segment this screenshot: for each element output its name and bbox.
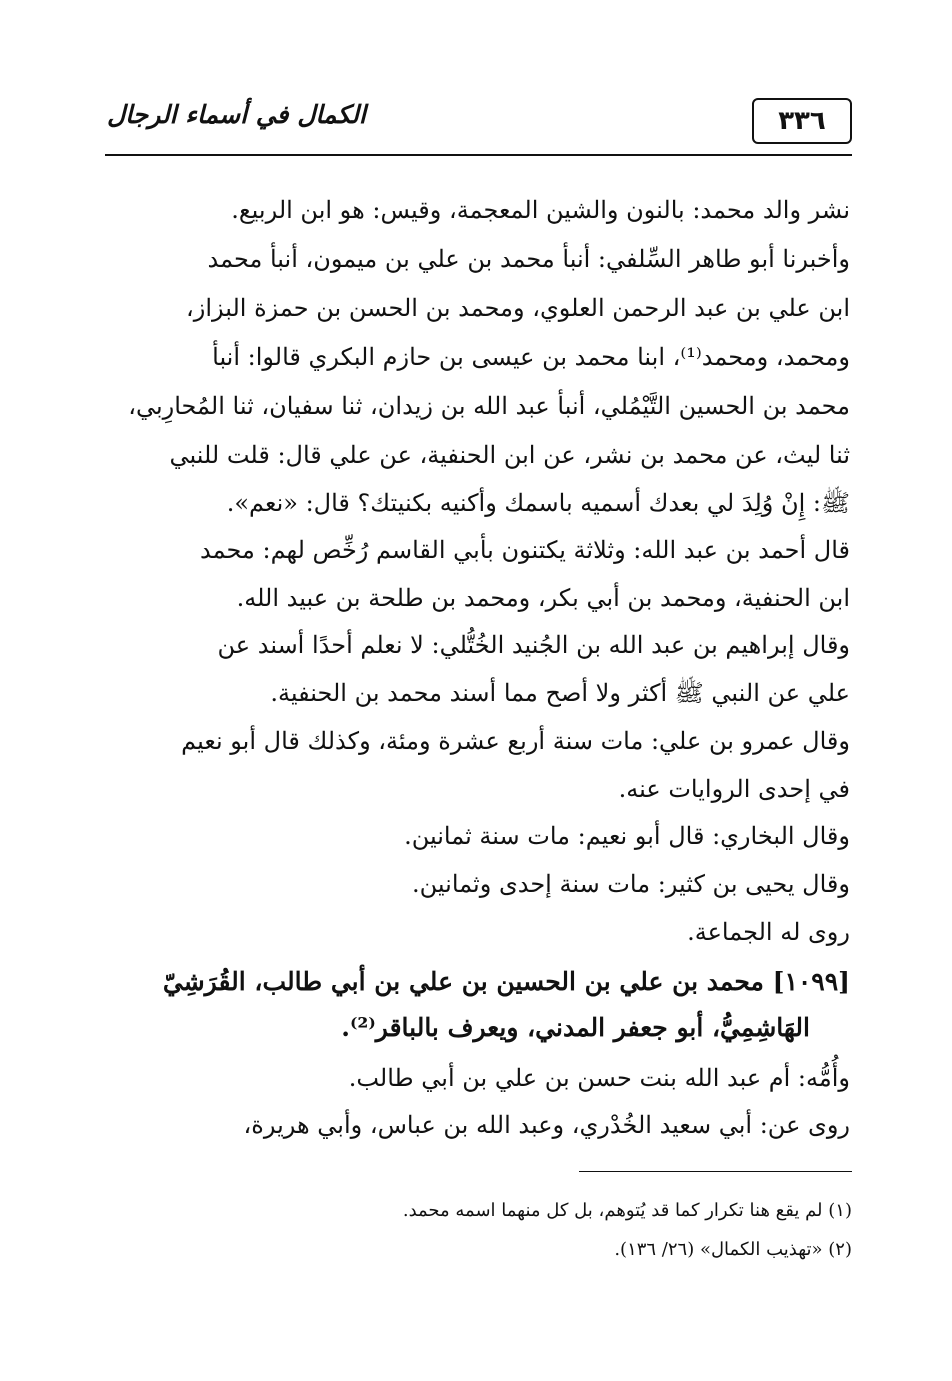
footnote-rule — [579, 1171, 852, 1172]
text-line: نشر والد محمد: بالنون والشين المعجمة، وقيس: هو ابن الربيع. — [231, 196, 850, 224]
book-title: الكمال في أسماء الرجال — [107, 100, 366, 129]
entry-heading: [١٠٩٩] محمد بن علي بن الحسين بن علي بن أبي طالب، القُرَشِيّ — [162, 967, 850, 996]
text-line: روى له الجماعة. — [687, 918, 850, 946]
text-line: قال أحمد بن عبد الله: وثلاثة يكتنون بأبي القاسم رُخِّص لهم: محمد — [200, 536, 850, 564]
text-line: ابن الحنفية، ومحمد بن أبي بكر، ومحمد بن طلحة بن عبيد الله. — [236, 584, 850, 612]
text-line: علي عن النبي ﷺ أكثر ولا أصح مما أسند محمد بن الحنفية. — [270, 679, 850, 707]
text-line: وقال عمرو بن علي: مات سنة أربع عشرة ومئة، وكذلك قال أبو نعيم — [181, 727, 850, 755]
text-line: وقال البخاري: قال أبو نعيم: مات سنة ثمانين. — [404, 822, 850, 850]
text-line: وأخبرنا أبو طاهر السِّلفي: أنبأ محمد بن علي بن ميمون، أنبأ محمد — [207, 245, 850, 273]
header-rule — [105, 154, 852, 156]
text-line: محمد بن الحسين التَّيْمُلي، أنبأ عبد الله بن زيدان، ثنا سفيان، ثنا المُحارِبي، — [128, 392, 850, 420]
text-line: وأُمُّه: أم عبد الله بنت حسن بن علي بن أبي طالب. — [348, 1064, 850, 1092]
entry-heading-continued: الهَاشِمِيُّ، أبو جعفر المدني، ويعرف بالباقر⁽²⁾. — [341, 1013, 810, 1042]
text-line: ابن علي بن عبد الرحمن العلوي، ومحمد بن الحسن بن حمزة البزاز، — [185, 294, 850, 322]
text-line: ومحمد، ومحمد⁽¹⁾، ابنا محمد بن عيسى بن حازم البكري قالوا: أنبأ — [212, 343, 850, 371]
text-line: في إحدى الروايات عنه. — [618, 775, 850, 803]
page-number: ٣٣٦ — [752, 98, 852, 144]
footnote: (١) لم يقع هنا تكرار كما قد يُتوهم، بل كل منهما اسمه محمد. — [402, 1200, 852, 1221]
text-line: روى عن: أبي سعيد الخُدْري، وعبد الله بن عباس، وأبي هريرة، — [243, 1111, 850, 1139]
text-line: وقال إبراهيم بن عبد الله بن الجُنيد الخُتُّلي: لا نعلم أحدًا أسند عن — [217, 631, 850, 659]
page-header — [105, 96, 852, 156]
text-line: ثنا ليث، عن محمد بن نشر، عن ابن الحنفية، عن علي قال: قلت للنبي — [169, 441, 850, 469]
text-line: ﷺ: إِنْ وُلِدَ لي بعدك أسميه باسمك وأكنيه بكنيتك؟ قال: «نعم». — [226, 489, 850, 517]
text-line: وقال يحيى بن كثير: مات سنة إحدى وثمانين. — [412, 870, 850, 898]
footnote: (٢) «تهذيب الكمال» (٢٦/ ١٣٦). — [614, 1239, 852, 1260]
